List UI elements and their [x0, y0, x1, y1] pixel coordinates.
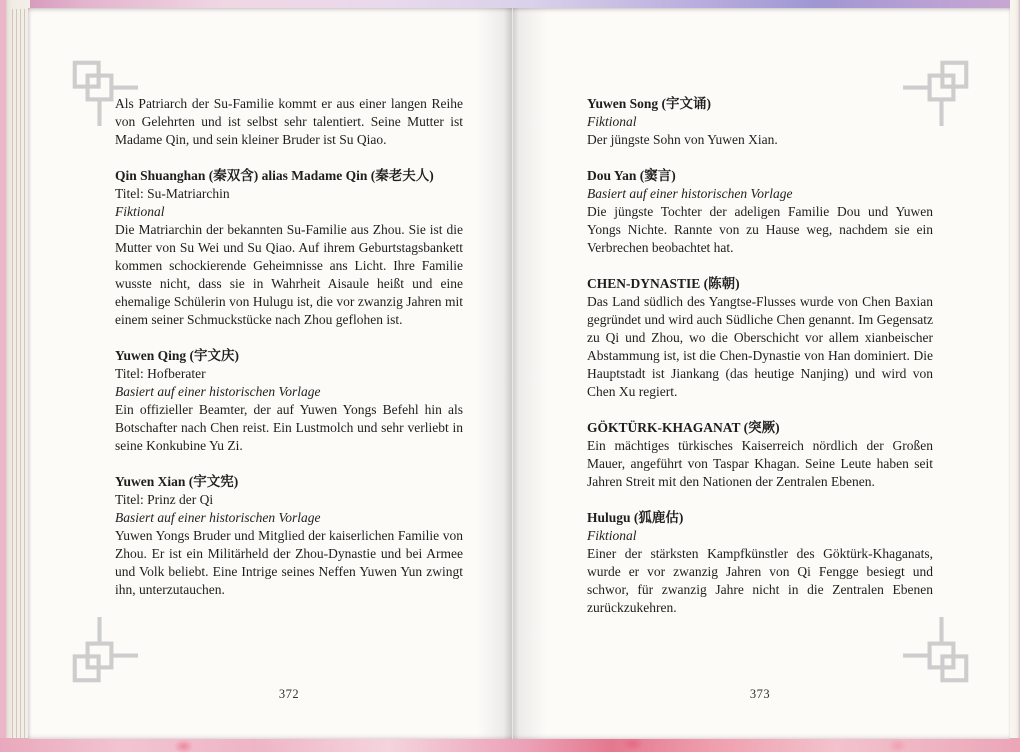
- glossary-entry: [587, 509, 933, 617]
- background-bottom-edge: [0, 738, 1020, 752]
- entry-title-line: Titel: Hofberater: [115, 366, 206, 381]
- glossary-entry: [115, 95, 463, 149]
- open-book: [28, 8, 1010, 739]
- page-stack-lines: [9, 9, 29, 738]
- page-stack-right: [1010, 0, 1020, 752]
- entry-tag: Basiert auf einer historischen Vorlage: [115, 384, 321, 399]
- corner-ornament-icon: [72, 617, 138, 683]
- page-number: 372: [278, 687, 300, 701]
- glossary-entry: [587, 167, 933, 257]
- entry-body: Der jüngste Sohn von Yuwen Xian.: [587, 132, 778, 147]
- glossary-entry: [587, 95, 933, 149]
- entry-body: Die jüngste Tochter der adeligen Familie Dou und Yuwen Yongs Nichte. Rannte von zu Hause weg, nachdem sie ein Verbrechen beobachtet hat.: [587, 204, 933, 255]
- left-page[interactable]: [28, 8, 512, 739]
- entry-body: Yuwen Yongs Bruder und Mitglied der kaiserlichen Familie von Zhou. Er ist ein Militärheld der Zhou-Dynastie und bei Armee und Volk beliebt. Eine Intrige seines Neffen Yuwen Yun zwingt ihn, unterzutauchen.: [115, 528, 463, 597]
- entry-tag: Fiktional: [115, 204, 165, 219]
- entry-heading: Yuwen Qing (宇文庆): [115, 348, 240, 363]
- entry-body: Die Matriarchin der bekannten Su-Familie aus Zhou. Sie ist die Mutter von Su Wei und Su Qiao. Auf ihrem Geburtstagsbankett kommen schockierende Geheimnisse ans Licht. Ihre Familie wusste nicht, dass sie in Wahrheit Aisaule heißt und eine ehemalige Schülerin von Hulugu ist, die vor zwanzig Jahren mit einem seiner Schmuckstücke nach Zhou geflohen ist.: [115, 222, 463, 327]
- entry-heading: Yuwen Xian (宇文宪): [115, 474, 239, 489]
- glossary-entry: [115, 473, 463, 599]
- entry-heading: Yuwen Song (宇文诵): [587, 96, 712, 111]
- book-gutter: [477, 8, 547, 739]
- entry-body: Das Land südlich des Yangtse-Flusses wurde von Chen Baxian gegründet und wird auch Südliche Chen genannt. Im Gegensatz zu Qi und Zhou, wo die Oberschicht vor allem xianbeischer Abstammung ist, ist die Chen-Dynastie von Han dominiert. Die Hauptstadt ist Jiankang (das heutige Nanjing) und wird von Chen Xu regiert.: [587, 294, 933, 399]
- entry-heading: GÖKTÜRK-KHAGANAT (突厥): [587, 420, 780, 435]
- entry-title-line: Titel: Prinz der Qi: [115, 492, 214, 507]
- glossary-entry: [115, 167, 463, 329]
- glossary-entry: [587, 275, 933, 401]
- entry-heading: Hulugu (狐鹿估): [587, 510, 684, 525]
- corner-ornament-icon: [903, 617, 969, 683]
- entry-body: Als Patriarch der Su-Familie kommt er aus einer langen Reihe von Gelehrten und ist selbst sehr talentiert. Seine Mutter ist Madame Qin, und sein kleiner Bruder ist Su Qiao.: [115, 96, 463, 147]
- glossary-entry: [587, 419, 933, 491]
- left-text-column: [115, 95, 463, 599]
- entry-heading: Dou Yan (窦言): [587, 168, 676, 183]
- entry-heading: Qin Shuanghan (秦双含) alias Madame Qin (秦老夫人): [115, 168, 434, 183]
- glossary-entry: [115, 347, 463, 455]
- page-number: 373: [749, 687, 771, 701]
- entry-heading: CHEN-DYNASTIE (陈朝): [587, 276, 740, 291]
- entry-tag: Fiktional: [587, 528, 637, 543]
- entry-body: Ein mächtiges türkisches Kaiserreich nördlich der Großen Mauer, angeführt von Taspar Khagan. Seine Leute haben seit Jahren Streit mit den Nationen der Zentralen Ebenen.: [587, 438, 933, 489]
- right-page[interactable]: [512, 8, 1010, 739]
- entry-tag: Basiert auf einer historischen Vorlage: [115, 510, 321, 525]
- entry-tag: Basiert auf einer historischen Vorlage: [587, 186, 793, 201]
- entry-tag: Fiktional: [587, 114, 637, 129]
- entry-title-line: Titel: Su-Matriarchin: [115, 186, 230, 201]
- entry-body: Einer der stärksten Kampfkünstler des Göktürk-Khaganats, wurde er vor zwanzig Jahren von Qi Fengge besiegt und schwor, für zwanzig Jahre nicht in die Zentralen Ebenen zurückzukehren.: [587, 546, 933, 615]
- right-text-column: [587, 95, 933, 617]
- entry-body: Ein offizieller Beamter, der auf Yuwen Yongs Befehl hin als Botschafter nach Chen reist. Ein Lustmolch und sehr verliebt in seine Konkubine Yu Zi.: [115, 402, 463, 453]
